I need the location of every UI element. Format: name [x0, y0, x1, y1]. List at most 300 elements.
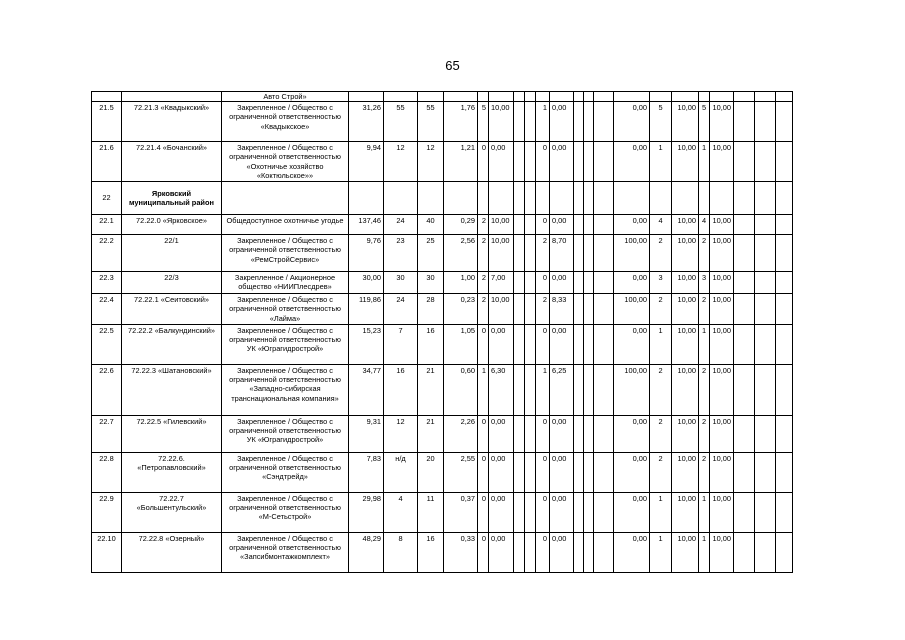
cell-c20: 1 [699, 324, 710, 364]
cell-c21: 10,00 [710, 272, 734, 294]
cell-c15 [584, 102, 594, 142]
cell-c16 [594, 142, 614, 182]
cell-number: 22.3 [92, 272, 122, 294]
cell-c6: 16 [418, 532, 444, 572]
cell-number: 22.6 [92, 364, 122, 415]
cell-c23 [755, 415, 776, 452]
cell-c7: 2,26 [444, 415, 478, 452]
cell-c17: 100,00 [614, 235, 650, 272]
cell-c9: 7,00 [489, 272, 514, 294]
cell-c5 [384, 182, 418, 215]
cell-c19: 10,00 [672, 142, 699, 182]
cell-c15 [584, 272, 594, 294]
cell-c24 [776, 215, 793, 235]
cell-c19: 10,00 [672, 415, 699, 452]
cell-c6: 21 [418, 415, 444, 452]
cell-c13: 0,00 [550, 102, 574, 142]
cell-c21: 10,00 [710, 235, 734, 272]
cell-c10 [514, 235, 525, 272]
cell-c22 [734, 364, 755, 415]
cell-c17: 0,00 [614, 102, 650, 142]
cell-c20 [699, 182, 710, 215]
cell-c24 [776, 415, 793, 452]
cell-c16 [594, 182, 614, 215]
cell-c12: 2 [536, 294, 550, 325]
table-row [92, 492, 793, 532]
cell-c13: 0,00 [550, 452, 574, 492]
cell-c23 [755, 492, 776, 532]
cell-c24 [776, 452, 793, 492]
cell-c19: 10,00 [672, 102, 699, 142]
cell-c22 [734, 142, 755, 182]
cell-empty [92, 92, 122, 102]
cell-c7: 1,76 [444, 102, 478, 142]
cell-c22 [734, 215, 755, 235]
cell-c15 [584, 415, 594, 452]
cell-c23 [755, 102, 776, 142]
cell-c22 [734, 532, 755, 572]
cell-c14 [574, 324, 584, 364]
cell-c17: 0,00 [614, 272, 650, 294]
cell-c7: 1,21 [444, 142, 478, 182]
cell-c13: 0,00 [550, 532, 574, 572]
cell-c9: 0,00 [489, 532, 514, 572]
cell-c6: 28 [418, 294, 444, 325]
cell-c10 [514, 324, 525, 364]
cell-number: 22.5 [92, 324, 122, 364]
table-row [92, 102, 793, 142]
cell-c11 [525, 294, 536, 325]
cell-c17: 100,00 [614, 294, 650, 325]
cell-c23 [755, 142, 776, 182]
cell-c20: 1 [699, 532, 710, 572]
table-row [92, 215, 793, 235]
cell-c9: 10,00 [489, 235, 514, 272]
cell-c11 [525, 364, 536, 415]
cell-c13: 0,00 [550, 215, 574, 235]
cell-c9: 6,30 [489, 364, 514, 415]
cell-c9: 10,00 [489, 102, 514, 142]
cell-c17: 0,00 [614, 492, 650, 532]
cell-number: 22.8 [92, 452, 122, 492]
cell-owner: Закрепленное / Общество с ограниченной ответственностью «РемСтройСервис» [222, 235, 349, 272]
cell-c14 [574, 364, 584, 415]
cell-c9: 10,00 [489, 294, 514, 325]
cell-c19: 10,00 [672, 532, 699, 572]
cell-c10 [514, 215, 525, 235]
cell-c7: 0,60 [444, 364, 478, 415]
cell-c14 [574, 235, 584, 272]
cell-c7: 2,55 [444, 452, 478, 492]
cell-c5: 30 [384, 272, 418, 294]
cell-c4: 29,98 [349, 492, 384, 532]
cell-c20: 4 [699, 215, 710, 235]
cell-c4: 119,86 [349, 294, 384, 325]
cell-c9: 0,00 [489, 492, 514, 532]
cell-c14 [574, 415, 584, 452]
cell-owner: Закрепленное / Общество с ограниченной ответственностью «М-Сетьстрой» [222, 492, 349, 532]
cell-c18: 1 [650, 142, 672, 182]
cell-c22 [734, 492, 755, 532]
cell-c12: 0 [536, 142, 550, 182]
cell-c13: 6,25 [550, 364, 574, 415]
cell-c20: 3 [699, 272, 710, 294]
cell-c11 [525, 272, 536, 294]
cell-c10 [514, 492, 525, 532]
cell-c16 [594, 235, 614, 272]
cell-c19: 10,00 [672, 215, 699, 235]
page-number: 65 [445, 58, 460, 73]
table-row [92, 142, 793, 182]
cell-c7: 0,29 [444, 215, 478, 235]
cell-c19: 10,00 [672, 364, 699, 415]
cell-c16 [594, 324, 614, 364]
cell-c23 [755, 364, 776, 415]
cell-c24 [776, 294, 793, 325]
table-row [92, 364, 793, 415]
cell-c21: 10,00 [710, 142, 734, 182]
cell-c8: 0 [478, 324, 489, 364]
cell-c4: 9,76 [349, 235, 384, 272]
cell-c4: 48,29 [349, 532, 384, 572]
cell-c5: 12 [384, 142, 418, 182]
cell-c4 [349, 182, 384, 215]
cell-c15 [584, 142, 594, 182]
cell-c6: 55 [418, 102, 444, 142]
cell-ground-name: Ярковский муниципальный район [122, 182, 222, 215]
cell-c22 [734, 182, 755, 215]
cell-owner: Закрепленное / Общество с ограниченной ответственностью «Западно-сибирская транснациональная компания» [222, 364, 349, 415]
cell-c8: 0 [478, 415, 489, 452]
cell-c13: 8,70 [550, 235, 574, 272]
cell-c9: 0,00 [489, 452, 514, 492]
cell-c16 [594, 102, 614, 142]
cell-c16 [594, 215, 614, 235]
cell-c24 [776, 142, 793, 182]
cell-c22 [734, 272, 755, 294]
cell-c17: 0,00 [614, 415, 650, 452]
cell-c24 [776, 102, 793, 142]
cell-c19: 10,00 [672, 492, 699, 532]
cell-c6: 20 [418, 452, 444, 492]
cell-c7: 1,00 [444, 272, 478, 294]
cell-c10 [514, 294, 525, 325]
table-row [92, 415, 793, 452]
cell-c16 [594, 532, 614, 572]
cell-c15 [584, 364, 594, 415]
cell-c23 [755, 532, 776, 572]
cell-c14 [574, 272, 584, 294]
cell-c11 [525, 102, 536, 142]
cell-c24 [776, 532, 793, 572]
cell-c15 [584, 294, 594, 325]
cell-c10 [514, 415, 525, 452]
cell-c12: 1 [536, 364, 550, 415]
cell-c18: 1 [650, 532, 672, 572]
cell-c10 [514, 142, 525, 182]
cell-c7: 1,05 [444, 324, 478, 364]
cell-c24 [776, 182, 793, 215]
cell-c14 [574, 452, 584, 492]
cell-number: 22.2 [92, 235, 122, 272]
cell-c12: 0 [536, 215, 550, 235]
cell-c6: 25 [418, 235, 444, 272]
cell-owner: Закрепленное / Общество с ограниченной ответственностью «Сэндтрейд» [222, 452, 349, 492]
cell-c21: 10,00 [710, 102, 734, 142]
cell-c12: 0 [536, 492, 550, 532]
cell-c10 [514, 364, 525, 415]
cell-c19 [672, 182, 699, 215]
table-row [92, 532, 793, 572]
cell-c19: 10,00 [672, 235, 699, 272]
table-row [92, 272, 793, 294]
cell-c7: 0,33 [444, 532, 478, 572]
cell-c14 [574, 215, 584, 235]
cell-c16 [594, 272, 614, 294]
cell-c5: н/д [384, 452, 418, 492]
cell-c18: 1 [650, 492, 672, 532]
cell-c23 [755, 272, 776, 294]
cell-c12: 0 [536, 415, 550, 452]
cell-c14 [574, 102, 584, 142]
cell-c13: 0,00 [550, 492, 574, 532]
cell-c8: 5 [478, 102, 489, 142]
cell-c21: 10,00 [710, 452, 734, 492]
cell-c11 [525, 324, 536, 364]
cell-c18 [650, 182, 672, 215]
cell-c15 [584, 452, 594, 492]
cell-ground-name: 72.22.0 «Ярковское» [122, 215, 222, 235]
cell-c16 [594, 364, 614, 415]
cell-c15 [584, 492, 594, 532]
hunting-grounds-table [91, 91, 793, 573]
cell-c5: 16 [384, 364, 418, 415]
cell-c15 [584, 324, 594, 364]
cell-c10 [514, 102, 525, 142]
cell-c17: 100,00 [614, 364, 650, 415]
cell-c21: 10,00 [710, 364, 734, 415]
cell-c14 [574, 182, 584, 215]
cell-c10 [514, 272, 525, 294]
cell-ground-name: 22/3 [122, 272, 222, 294]
cell-number: 22.1 [92, 215, 122, 235]
cell-c6: 30 [418, 272, 444, 294]
cell-c13: 0,00 [550, 415, 574, 452]
cell-c6 [418, 182, 444, 215]
cell-c21: 10,00 [710, 415, 734, 452]
cell-c9 [489, 182, 514, 215]
cell-c20: 2 [699, 235, 710, 272]
cell-c7: 2,56 [444, 235, 478, 272]
cell-c17 [614, 182, 650, 215]
cell-c21: 10,00 [710, 492, 734, 532]
cell-c18: 3 [650, 272, 672, 294]
cell-c24 [776, 492, 793, 532]
cell-c20: 5 [699, 102, 710, 142]
cell-c12: 0 [536, 272, 550, 294]
cell-c24 [776, 364, 793, 415]
cell-ground-name: 72.21.4 «Бочанский» [122, 142, 222, 182]
cell-c23 [755, 215, 776, 235]
cell-c16 [594, 452, 614, 492]
cell-number: 22 [92, 182, 122, 215]
cell-c8: 0 [478, 452, 489, 492]
cell-c8: 1 [478, 364, 489, 415]
cell-owner: Закрепленное / Общество с ограниченной ответственностью «Охотничье хозяйство «Коктюльское»» [222, 142, 349, 182]
cell-c17: 0,00 [614, 452, 650, 492]
cell-c23 [755, 452, 776, 492]
cell-c11 [525, 492, 536, 532]
cell-c13: 0,00 [550, 142, 574, 182]
cell-c13 [550, 182, 574, 215]
cell-c22 [734, 102, 755, 142]
cell-c21: 10,00 [710, 294, 734, 325]
cell-c18: 1 [650, 324, 672, 364]
cell-c5: 8 [384, 532, 418, 572]
cell-owner: Закрепленное / Общество с ограниченной ответственностью УК «Юграгидрострой» [222, 415, 349, 452]
cell-c5: 23 [384, 235, 418, 272]
cell-c4: 34,77 [349, 364, 384, 415]
cell-ground-name: 72.22.2 «Балкундинский» [122, 324, 222, 364]
cell-ground-name: 72.22.3 «Шатановский» [122, 364, 222, 415]
cell-c22 [734, 324, 755, 364]
cell-c6: 16 [418, 324, 444, 364]
cell-c12 [536, 182, 550, 215]
cell-c19: 10,00 [672, 272, 699, 294]
cell-c11 [525, 182, 536, 215]
cell-c24 [776, 235, 793, 272]
cell-c5: 24 [384, 294, 418, 325]
cell-c18: 5 [650, 102, 672, 142]
cell-c10 [514, 182, 525, 215]
cell-c8: 0 [478, 492, 489, 532]
cell-c18: 2 [650, 415, 672, 452]
cell-owner: Закрепленное / Общество с ограниченной ответственностью «Лайма» [222, 294, 349, 325]
cell-c20: 2 [699, 452, 710, 492]
cell-c8: 2 [478, 272, 489, 294]
cell-c15 [584, 215, 594, 235]
cell-c6: 12 [418, 142, 444, 182]
cell-c20: 2 [699, 415, 710, 452]
cell-c5: 55 [384, 102, 418, 142]
cell-owner: Закрепленное / Акционерное общество «НИИПлесдрев» [222, 272, 349, 294]
cell-c21: 10,00 [710, 215, 734, 235]
cell-c21 [710, 182, 734, 215]
table-row [92, 182, 793, 215]
cell-c12: 1 [536, 102, 550, 142]
cell-c14 [574, 492, 584, 532]
cell-owner: Закрепленное / Общество с ограниченной ответственностью УК «Юграгидрострой» [222, 324, 349, 364]
cell-c12: 2 [536, 235, 550, 272]
cell-c7: 0,23 [444, 294, 478, 325]
cell-c8 [478, 182, 489, 215]
cell-ground-name: 72.22.8 «Озерный» [122, 532, 222, 572]
cell-c9: 0,00 [489, 142, 514, 182]
cell-c16 [594, 492, 614, 532]
cell-c10 [514, 532, 525, 572]
cell-ground-name: 22/1 [122, 235, 222, 272]
cell-c18: 2 [650, 452, 672, 492]
cell-c4: 137,46 [349, 215, 384, 235]
cell-c17: 0,00 [614, 324, 650, 364]
cell-ground-name: 72.22.1 «Сеитовский» [122, 294, 222, 325]
table-row [92, 235, 793, 272]
cell-c24 [776, 272, 793, 294]
table-body [92, 92, 793, 573]
cell-c11 [525, 235, 536, 272]
cell-ground-name: 72.22.7 «Большентульский» [122, 492, 222, 532]
cell-ground-name: 72.22.6. «Петропавловский» [122, 452, 222, 492]
cell-c18: 2 [650, 294, 672, 325]
cell-number: 22.9 [92, 492, 122, 532]
cell-c24 [776, 324, 793, 364]
cell-c4: 31,26 [349, 102, 384, 142]
cell-c13: 0,00 [550, 272, 574, 294]
table-row-continuation [92, 92, 793, 102]
cell-c6: 40 [418, 215, 444, 235]
cell-c22 [734, 294, 755, 325]
cell-empty [122, 92, 222, 102]
cell-c5: 24 [384, 215, 418, 235]
cell-c14 [574, 532, 584, 572]
cell-ground-name: 72.22.5 «Гилевский» [122, 415, 222, 452]
cell-c7 [444, 182, 478, 215]
cell-number: 22.7 [92, 415, 122, 452]
cell-c21: 10,00 [710, 532, 734, 572]
cell-c15 [584, 182, 594, 215]
cell-c20: 1 [699, 492, 710, 532]
cell-c11 [525, 142, 536, 182]
cell-c4: 7,83 [349, 452, 384, 492]
cell-number: 22.4 [92, 294, 122, 325]
cell-c13: 0,00 [550, 324, 574, 364]
cell-ground-name: 72.21.3 «Квадыкский» [122, 102, 222, 142]
cell-c9: 10,00 [489, 215, 514, 235]
cell-c6: 21 [418, 364, 444, 415]
cell-c4: 9,94 [349, 142, 384, 182]
cell-c4: 30,00 [349, 272, 384, 294]
cell-owner [222, 182, 349, 215]
cell-c8: 2 [478, 294, 489, 325]
cell-c7: 0,37 [444, 492, 478, 532]
cell-c15 [584, 235, 594, 272]
cell-c8: 0 [478, 142, 489, 182]
cell-c8: 0 [478, 532, 489, 572]
cell-owner: Авто Строй» [222, 92, 349, 102]
cell-c17: 0,00 [614, 142, 650, 182]
cell-owner: Закрепленное / Общество с ограниченной ответственностью «Квадыкское» [222, 102, 349, 142]
cell-c18: 2 [650, 235, 672, 272]
cell-c9: 0,00 [489, 415, 514, 452]
cell-c23 [755, 182, 776, 215]
cell-c15 [584, 532, 594, 572]
cell-c19: 10,00 [672, 324, 699, 364]
cell-c16 [594, 415, 614, 452]
cell-c20: 2 [699, 294, 710, 325]
cell-c8: 2 [478, 215, 489, 235]
cell-c11 [525, 532, 536, 572]
cell-c9: 0,00 [489, 324, 514, 364]
cell-c16 [594, 294, 614, 325]
cell-c20: 2 [699, 364, 710, 415]
cell-c18: 2 [650, 364, 672, 415]
cell-c12: 0 [536, 532, 550, 572]
cell-number: 21.5 [92, 102, 122, 142]
cell-c11 [525, 415, 536, 452]
cell-owner: Закрепленное / Общество с ограниченной ответственностью «Запсибмонтажкомплект» [222, 532, 349, 572]
cell-c12: 0 [536, 452, 550, 492]
table-row [92, 452, 793, 492]
